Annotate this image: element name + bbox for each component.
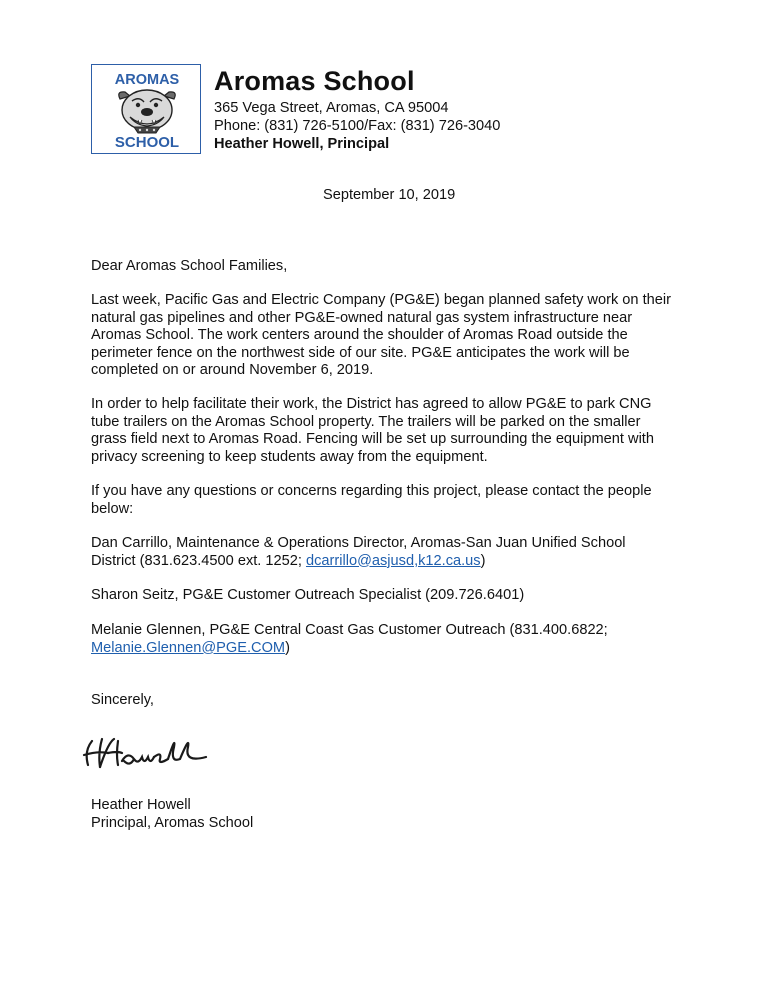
logo-text-top: AROMAS xyxy=(114,72,180,88)
school-name: Aromas School xyxy=(214,66,415,96)
contact-text: ) xyxy=(480,552,486,569)
contact-text: ) xyxy=(285,639,290,656)
contact-text: District (831.623.4500 ext. 1252; xyxy=(91,552,306,569)
school-logo xyxy=(91,64,201,154)
bulldog-face xyxy=(119,90,175,133)
paragraph-line: natural gas pipelines and other PG&E-owned natural gas system infrastructure near xyxy=(91,309,633,326)
letter-date: September 10, 2019 xyxy=(323,187,456,203)
bulldog-mascot-icon xyxy=(92,65,202,155)
contact-seitz: Sharon Seitz, PG&E Customer Outreach Specialist (209.726.6401) xyxy=(91,587,525,603)
paragraph-line xyxy=(91,640,691,658)
logo-text-bottom: SCHOOL xyxy=(114,134,180,151)
school-phone-fax: Phone: (831) 726-5100/Fax: (831) 726-3040 xyxy=(214,118,501,134)
paragraph-3 xyxy=(91,483,691,518)
paragraph-line: completed on or around November 6, 2019. xyxy=(91,362,374,379)
paragraph-line: below: xyxy=(91,500,134,517)
paragraph-line: privacy screening to keep students away from the equipment. xyxy=(91,448,488,465)
glennen-email-link[interactable]: Melanie.Glennen@PGE.COM xyxy=(91,639,286,656)
paragraph-line: Last week, Pacific Gas and Electric Company (PG&E) began planned safety work on their xyxy=(91,292,671,308)
signer-name: Heather Howell xyxy=(91,797,191,813)
principal-header xyxy=(214,135,389,153)
signer-block xyxy=(91,797,691,832)
principal-title: , Principal xyxy=(319,136,390,152)
salutation: Dear Aromas School Families, xyxy=(91,258,288,274)
contact-carrillo xyxy=(91,535,691,570)
paragraph-line: Aromas School. The work centers around the shoulder of Aromas Road outside the xyxy=(91,327,628,344)
paragraph-1 xyxy=(91,292,691,380)
handwritten-signature xyxy=(78,731,218,775)
school-address: 365 Vega Street, Aromas, CA 95004 xyxy=(214,100,449,116)
paragraph-line: tube trailers on the Aromas School property. The trailers will be parked on the smaller xyxy=(91,413,641,430)
paragraph-line: Melanie Glennen, PG&E Central Coast Gas Customer Outreach (831.400.6822; xyxy=(91,622,608,638)
paragraph-line: perimeter fence on the northwest side of our site. PG&E anticipates the work will be xyxy=(91,344,630,361)
paragraph-line: Dan Carrillo, Maintenance & Operations Director, Aromas-San Juan Unified School xyxy=(91,535,626,551)
paragraph-line xyxy=(91,553,691,571)
paragraph-2 xyxy=(91,396,691,466)
closing: Sincerely, xyxy=(91,692,154,708)
principal-name: Heather Howell xyxy=(214,136,320,152)
signer-title: Principal, Aromas School xyxy=(91,814,254,831)
paragraph-line: grass field next to Aromas Road. Fencing will be set up surrounding the equipment with xyxy=(91,431,654,448)
carrillo-email-link[interactable]: dcarrillo@asjusd,k12.ca.us xyxy=(305,552,481,569)
contact-glennen xyxy=(91,622,691,657)
paragraph-line: In order to help facilitate their work, the District has agreed to allow PG&E to park CNG xyxy=(91,396,652,412)
paragraph-line: If you have any questions or concerns regarding this project, please contact the people xyxy=(91,483,652,499)
